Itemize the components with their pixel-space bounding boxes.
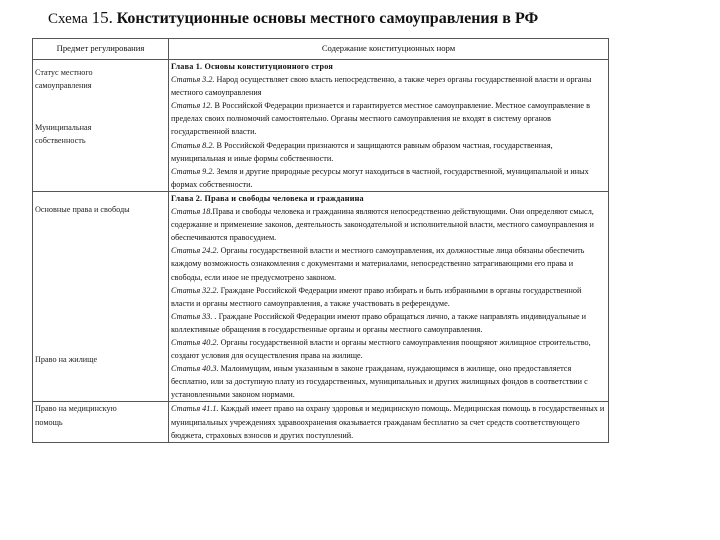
article-ref: Статья 41.1. [171,404,219,414]
article-text: Органы государственной власти и местного самоуправления, их должностные лица обязаны обеспечить каждому возможность ознакомления с документами и материалами, непосредственно затрагивающими его права и свободы, если иное не предусмотрено законом. [171,246,585,282]
subject-label: Статус местного самоуправления [35,68,93,91]
article-ref: Статья 40.3. [171,364,219,374]
article-ref: Статья 40.2. [171,337,219,347]
subject-cell [33,191,169,402]
article-ref: Статья 33. . [171,311,217,321]
title-main: Конституционные основы местного самоуправления в РФ [116,10,539,27]
article [171,205,606,244]
header-subject: Предмет регулирования [33,39,169,60]
content-cell [169,191,609,402]
table-row [33,402,609,442]
subject-label: Право на жилище [35,355,98,365]
chapter-heading: Глава 1. Основы конституционного строя [171,62,333,71]
article-text: Народ осуществляет свою власть непосредственно, а также через органы государственной власти и органы местного самоуправления [171,75,592,98]
article [171,99,606,138]
article [171,139,606,165]
article [171,310,606,336]
article [171,362,606,401]
content-cell [169,60,609,192]
article [171,244,606,283]
article-ref: Статья 8.2. [171,140,215,150]
article-ref: Статья 24.2. [171,246,219,256]
article-ref: Статья 18. [171,207,213,217]
page-title [48,8,538,28]
article-text: Органы государственной власти и органы местного самоуправления поощряют жилищное строительство, создают условия для осуществления права на жилище. [171,337,591,361]
article-text: Граждане Российской Федерации имеют право обращаться лично, а также направлять индивидуальные и коллективные обращения в государственные органы и органы местного самоуправления. [171,311,587,334]
subject-label: Муниципальная собственность [35,123,92,146]
article-ref: Статья 9.2. [171,166,215,176]
header-row [33,39,609,60]
header-content: Содержание конституционных норм [169,39,609,60]
title-prefix: Схема [48,11,88,27]
article-text: В Российской Федерации признаются и защищаются равным образом частная, государственная, муниципальная и иные формы собственности. [171,140,553,163]
article [171,336,606,362]
article-ref: Статья 3.2. [171,75,215,85]
article [171,73,606,99]
article-text: Земля и другие природные ресурсы могут находиться в частной, государственной, муниципальной и иных формах собственности. [171,166,589,189]
subject-cell [33,402,169,442]
subject-label: Право на медицинскую помощь [35,404,117,427]
article-text: Малоимущим, иным указанным в законе гражданам, нуждающимся в жилище, оно предоставляется бесплатно, или за доступную плату из государственных, муниципальных и других жилищных фондов в соответствии с установленными законом нормами. [171,364,588,400]
article-ref: Статья 32.2. [171,285,219,295]
article [171,284,606,310]
table-row [33,191,609,402]
article-text: В Российской Федерации признается и гарантируется местное самоуправление. Местное самоуправление в пределах своих полномочий самостоятельно. Органы местного самоуправления не входят в систему органов государственной власти. [171,101,590,137]
content-cell [169,402,609,442]
article-text: Права и свободы человека и гражданина являются непосредственно действующими. Они определяют смысл, содержание и применение законов, деятельность законодательной и исполнительной власти, местного самоуправления и обеспечиваются правосудием. [171,207,594,243]
article-text: Граждане Российской Федерации имеют право избирать и быть избранными в органы государственной власти и органы местного самоуправления, а также участвовать в референдуме. [171,285,582,308]
article [171,402,606,441]
table-row [33,60,609,192]
constitution-table [32,38,609,443]
chapter-heading: Глава 2. Права и свободы человека и гражданина [171,193,364,203]
title-number: 15. [91,8,113,27]
subject-cell [33,60,169,192]
subject-label: Основные права и свободы [35,204,130,214]
article [171,165,606,191]
article-ref: Статья 12. [171,101,213,111]
article-text: Каждый имеет право на охрану здоровья и медицинскую помощь. Медицинская помощь в государственных и муниципальных учреждениях здравоохранения оказывается гражданам бесплатно за счет средств соответствующего бюджета, страховых взносов и других поступлений. [171,404,605,440]
